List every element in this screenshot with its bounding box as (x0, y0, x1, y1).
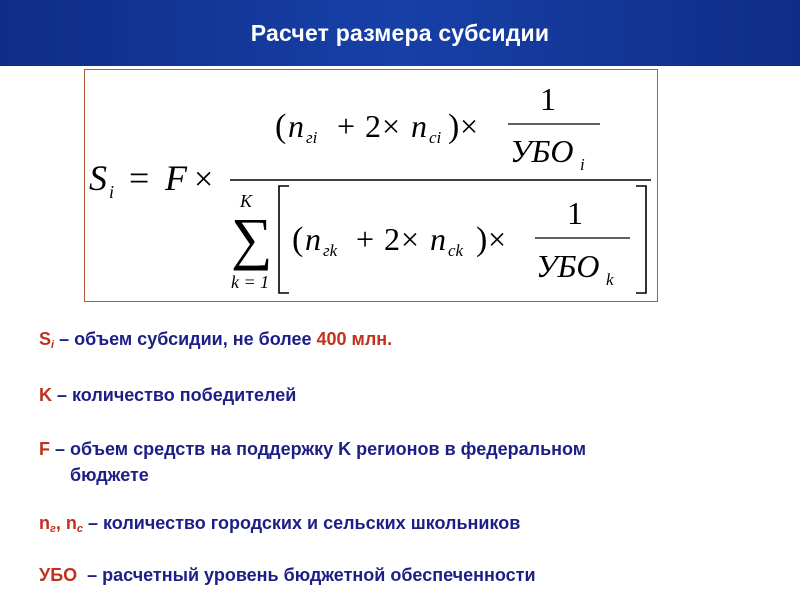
def-n-symbol-1: n (39, 513, 50, 533)
definition-si (39, 326, 759, 358)
def-f-symbol: F (39, 439, 50, 459)
den-n-c: n (430, 221, 446, 257)
formula-box (84, 69, 658, 302)
formula-factor-f: F (165, 158, 187, 198)
den-times-inner: × (401, 221, 420, 257)
num-open-paren: ( (275, 108, 287, 145)
num-ubo-index: i (580, 155, 585, 174)
def-k-text: – количество победителей (52, 385, 297, 405)
den-index-c: ck (448, 241, 464, 260)
def-k-symbol: K (39, 385, 52, 405)
formula-times-main: × (194, 161, 214, 198)
def-n-symbol-2: n (65, 513, 77, 533)
den-ubo: УБО (536, 248, 600, 284)
definition-k (39, 382, 759, 408)
def-n-text: – количество городских и сельских школьников (83, 513, 521, 533)
formula-equals: = (129, 158, 150, 198)
num-times-inner: × (382, 108, 401, 144)
den-index-g: гk (323, 241, 338, 260)
formula-lhs-index: i (109, 182, 115, 202)
def-si-index: i (51, 339, 55, 351)
slide-title: Расчет размера субсидии (250, 19, 550, 46)
def-n-index-1: г (50, 523, 56, 535)
num-close-paren: ) (448, 108, 460, 145)
def-ubo-text: – расчетный уровень бюджетной обеспеченности (77, 565, 536, 585)
den-one: 1 (567, 195, 583, 231)
num-plus: + (337, 108, 356, 144)
def-n-index-2: c (76, 523, 84, 535)
sum-lower-limit: k = 1 (231, 272, 270, 292)
sum-sign: ∑ (231, 206, 273, 271)
def-n-sep: , (55, 513, 66, 533)
left-square-bracket (279, 186, 289, 293)
formula-svg (85, 70, 659, 303)
num-index-c: ci (429, 128, 442, 147)
den-two: 2 (384, 221, 400, 257)
num-index-g: гi (306, 128, 318, 147)
num-times-outer: × (460, 108, 479, 144)
num-two: 2 (365, 108, 381, 144)
formula-lhs-symbol: S (89, 158, 107, 198)
num-ubo: УБО (510, 133, 574, 169)
den-close-paren: ) (476, 221, 488, 258)
den-plus: + (356, 221, 375, 257)
num-n-c: n (411, 108, 427, 144)
def-si-text: – объем субсидии, не более (54, 329, 317, 349)
right-square-bracket (636, 186, 646, 293)
definition-n (39, 510, 759, 542)
den-times-outer: × (488, 221, 507, 257)
num-n-g: n (288, 108, 304, 144)
definition-f (39, 436, 759, 488)
den-open-paren: ( (292, 221, 304, 258)
def-si-highlight: 400 млн. (316, 329, 393, 349)
def-f-text-line2: бюджете (70, 465, 149, 485)
num-one: 1 (540, 81, 556, 117)
def-si-symbol: S (39, 329, 52, 349)
den-ubo-index: k (606, 270, 614, 289)
definition-ubo (39, 562, 759, 588)
def-ubo-symbol: УБО (39, 565, 78, 585)
title-bar (0, 0, 800, 66)
def-f-text-line1: – объем средств на поддержку K регионов в федеральном (50, 439, 587, 459)
sum-upper-limit: K (240, 191, 253, 211)
den-n-g: n (305, 221, 321, 257)
